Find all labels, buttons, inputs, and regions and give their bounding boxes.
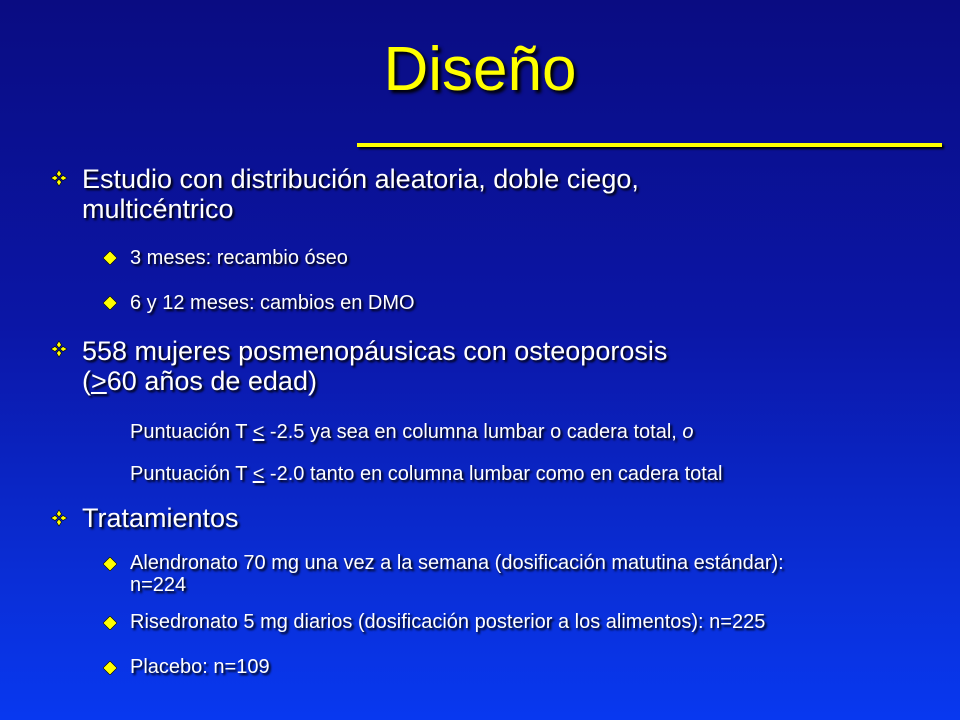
list-item: 6 y 12 meses: cambios en DMO [130,292,415,314]
diamond-cluster-icon [50,169,68,187]
section-1-text: Estudio con distribución aleatoria, doble ciego, multicéntrico [82,164,639,224]
section-2-text: 558 mujeres posmenopáusicas con osteoporosis (>60 años de edad) [82,336,668,396]
diamond-cluster-icon [50,509,68,527]
list-item: 3 meses: recambio óseo [130,247,348,269]
list-item: Risedronato 5 mg diarios (dosificación posterior a los alimentos): n=225 [130,611,766,633]
slide-title: Diseño [383,35,577,104]
criteria-line: Puntuación T < -2.5 ya sea en columna lumbar o cadera total, o [130,421,694,443]
diamond-icon [103,296,117,310]
list-item: Placebo: n=109 [130,656,270,678]
criteria-line: Puntuación T < -2.0 tanto en columna lumbar como en cadera total [130,463,723,485]
diamond-cluster-icon [50,340,68,358]
title-rule [357,143,942,147]
diamond-icon [103,661,117,675]
diamond-icon [103,251,117,265]
list-item: Alendronato 70 mg una vez a la semana (dosificación matutina estándar): n=224 [130,552,784,596]
section-3-text: Tratamientos [82,503,239,533]
diamond-icon [103,557,117,571]
diamond-icon [103,616,117,630]
